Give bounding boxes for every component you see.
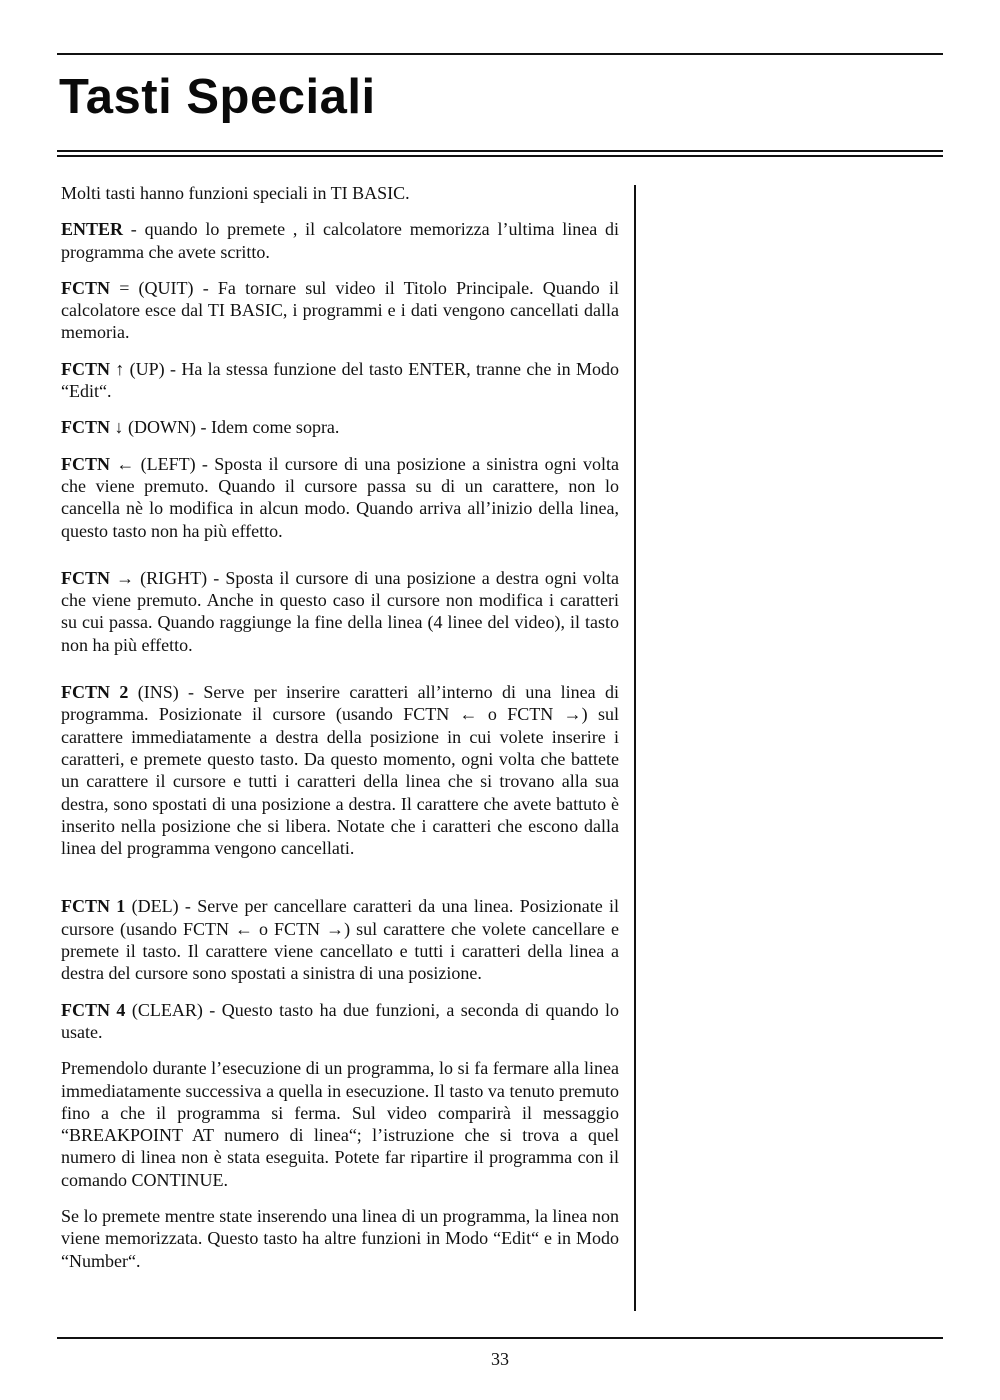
key-label: FCTN [61, 417, 110, 438]
paragraph-del: FCTN 1 (DEL) - Serve per cancellare caratteri da una linea. Posizionate il cursore (usando FCTN ← o FCTN →) sul carattere che volete cancellare e premete il tasto. Il carattere viene cancellato e tutti i caratteri della linea a destra del cursore sono spostati a sinistra di una posizione. [61, 896, 620, 984]
key-label: FCTN 2 [61, 682, 129, 703]
title-rule-lower [57, 155, 943, 157]
key-label: FCTN [61, 567, 110, 588]
key-label: ENTER [61, 219, 124, 240]
top-rule [57, 53, 943, 55]
paragraph-intro: Molti tasti hanno funzioni speciali in TI BASIC. [61, 183, 410, 203]
page-title: Tasti Speciali [59, 70, 376, 124]
title-rule-upper [57, 150, 943, 152]
paragraph-up: FCTN ↑ (UP) - Ha la stessa funzione del tasto ENTER, tranne che in Modo “Edit“. [61, 358, 619, 402]
paragraph-breakpoint: Premendolo durante l’esecuzione di un programma, lo si fa fermare alla linea immediatamente successiva a quella in esecuzione. Il tasto va tenuto premuto fino a che il programma si ferma. Sul video comparirà il messaggio “BREAKPOINT AT numero di linea“; l’istruzione che si trova a quel numero di linea non è stata eseguita. Potete far ripartire il programma con il comando CONTINUE. [61, 1058, 619, 1190]
paragraph-ins: FCTN 2 (INS) - Serve per inserire caratteri all’interno di una linea di programma. Posizionate il cursore (usando FCTN ← o FCTN →) sul carattere immediatamente a destra della posizione in cui volete inserire i caratteri, e premete questo tasto. Da questo momento, ogni volta che battete un carattere il cursore e tutti i caratteri della linea che si trovano alla sua destra, sono spostati di una posizione a destra. Il carattere che avete battuto è inserito nella posizione che si libera. Notate che i caratteri che escono dalla linea del programma vengono cancellati. [61, 682, 620, 859]
text-column [61, 182, 619, 1272]
paragraph-clear: FCTN 4 (CLEAR) - Questo tasto ha due funzioni, a seconda di quando lo usate. [61, 999, 620, 1042]
page-number: 33 [491, 1349, 509, 1369]
paragraph-quit: FCTN = (QUIT) - Fa tornare sul video il Titolo Principale. Quando il calcolatore esce dal TI BASIC, i programmi e i dati vengono cancellati dalla memoria. [61, 277, 619, 343]
key-label: FCTN 1 [61, 896, 126, 917]
column-rule [634, 185, 636, 1311]
paragraph-left: FCTN ← (LEFT) - Sposta il cursore di una posizione a sinistra ogni volta che viene premuto. Quando il cursore passa su di un carattere, non lo cancella nè lo modifica in alcun modo. Quando arriva all’inizio della linea, questo tasto non ha più effetto. [61, 453, 619, 541]
key-label: FCTN [61, 453, 110, 474]
bottom-rule [57, 1337, 943, 1339]
key-label: FCTN [61, 358, 110, 379]
key-label: FCTN 4 [61, 999, 126, 1020]
paragraph-enter: ENTER - quando lo premete , il calcolatore memorizza l’ultima linea di programma che avete scritto. [61, 219, 619, 262]
paragraph-right: FCTN → (RIGHT) - Sposta il cursore di una posizione a destra ogni volta che viene premuto. Anche in questo caso il cursore non modifica i caratteri su cui passa. Quando raggiunge la fine della linea (4 linee del video), il tasto non ha più effetto. [61, 567, 619, 655]
paragraph-down: FCTN ↓ (DOWN) - Idem come sopra. [61, 417, 340, 438]
paragraph-input-cancel: Se lo premete mentre state inserendo una linea di un programma, la linea non viene memorizzata. Questo tasto ha altre funzioni in Modo “Edit“ e in Modo “Number“. [61, 1205, 619, 1271]
key-label: FCTN [61, 277, 110, 298]
